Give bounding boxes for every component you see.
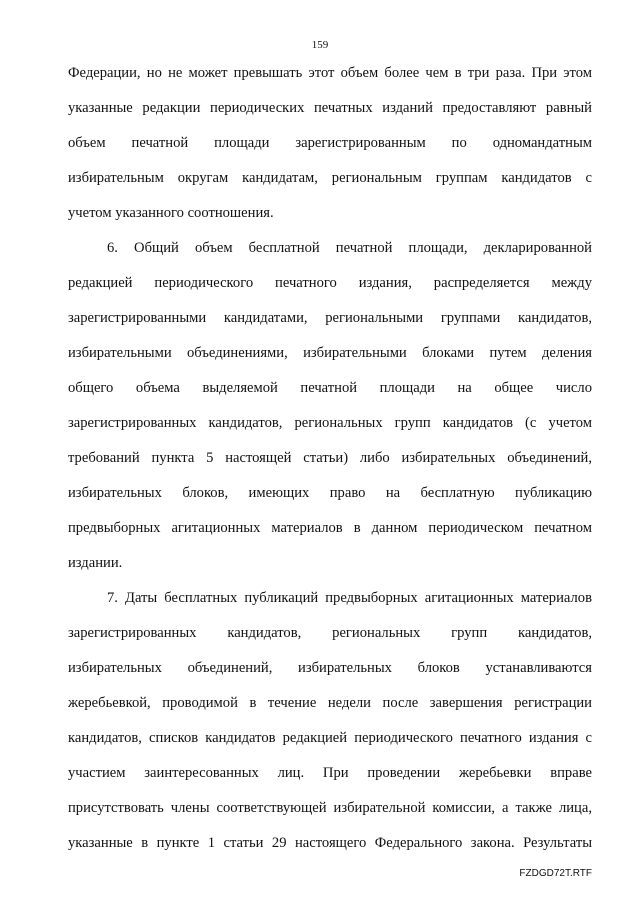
text-line: указанные редакции периодических печатных изданий предоставляют равный [68, 100, 592, 116]
text-line: предвыборных агитационных материалов в данном периодическом печатном [68, 520, 592, 536]
text-line: издании. [68, 555, 123, 571]
text-line: зарегистрированных кандидатов, региональных групп кандидатов, [68, 625, 592, 641]
text-line: избирательных объединений, избирательных блоков устанавливаются [68, 660, 592, 676]
text-line: зарегистрированных кандидатов, региональных групп кандидатов (с учетом [68, 415, 592, 431]
text-line: избирательными объединениями, избирательными блоками путем деления [68, 345, 592, 361]
text-line: жеребьевкой, проводимой в течение недели после завершения регистрации [68, 695, 592, 711]
text-line: кандидатов, списков кандидатов редакцией периодического печатного издания с [68, 730, 592, 746]
text-line: учетом указанного соотношения. [68, 205, 274, 221]
text-line: редакцией периодического печатного издания, распределяется между [68, 275, 592, 291]
text-line: 7. Даты бесплатных публикаций предвыборных агитационных материалов [107, 590, 592, 606]
text-line: 6. Общий объем бесплатной печатной площади, декларированной [107, 240, 592, 256]
text-line: требований пункта 5 настоящей статьи) либо избирательных объединений, [68, 450, 592, 466]
text-line: объем печатной площади зарегистрированным по одномандатным [68, 135, 592, 151]
text-line: указанные в пункте 1 статьи 29 настоящего Федерального закона. Результаты [68, 835, 592, 851]
text-line: Федерации, но не может превышать этот объем более чем в три раза. При этом [68, 65, 592, 81]
text-line: зарегистрированными кандидатами, региональными группами кандидатов, [68, 310, 592, 326]
text-line: избирательным округам кандидатам, региональным группам кандидатов с [68, 170, 592, 186]
text-line: участием заинтересованных лиц. При проведении жеребьевки вправе [68, 765, 592, 781]
text-line: избирательных блоков, имеющих право на бесплатную публикацию [68, 485, 592, 501]
text-line: присутствовать члены соответствующей избирательной комиссии, а также лица, [68, 800, 592, 816]
text-line: общего объема выделяемой печатной площади на общее число [68, 380, 592, 396]
page-number: 159 [311, 39, 329, 51]
footer-filename: FZDGD72T.RTF [519, 868, 592, 879]
